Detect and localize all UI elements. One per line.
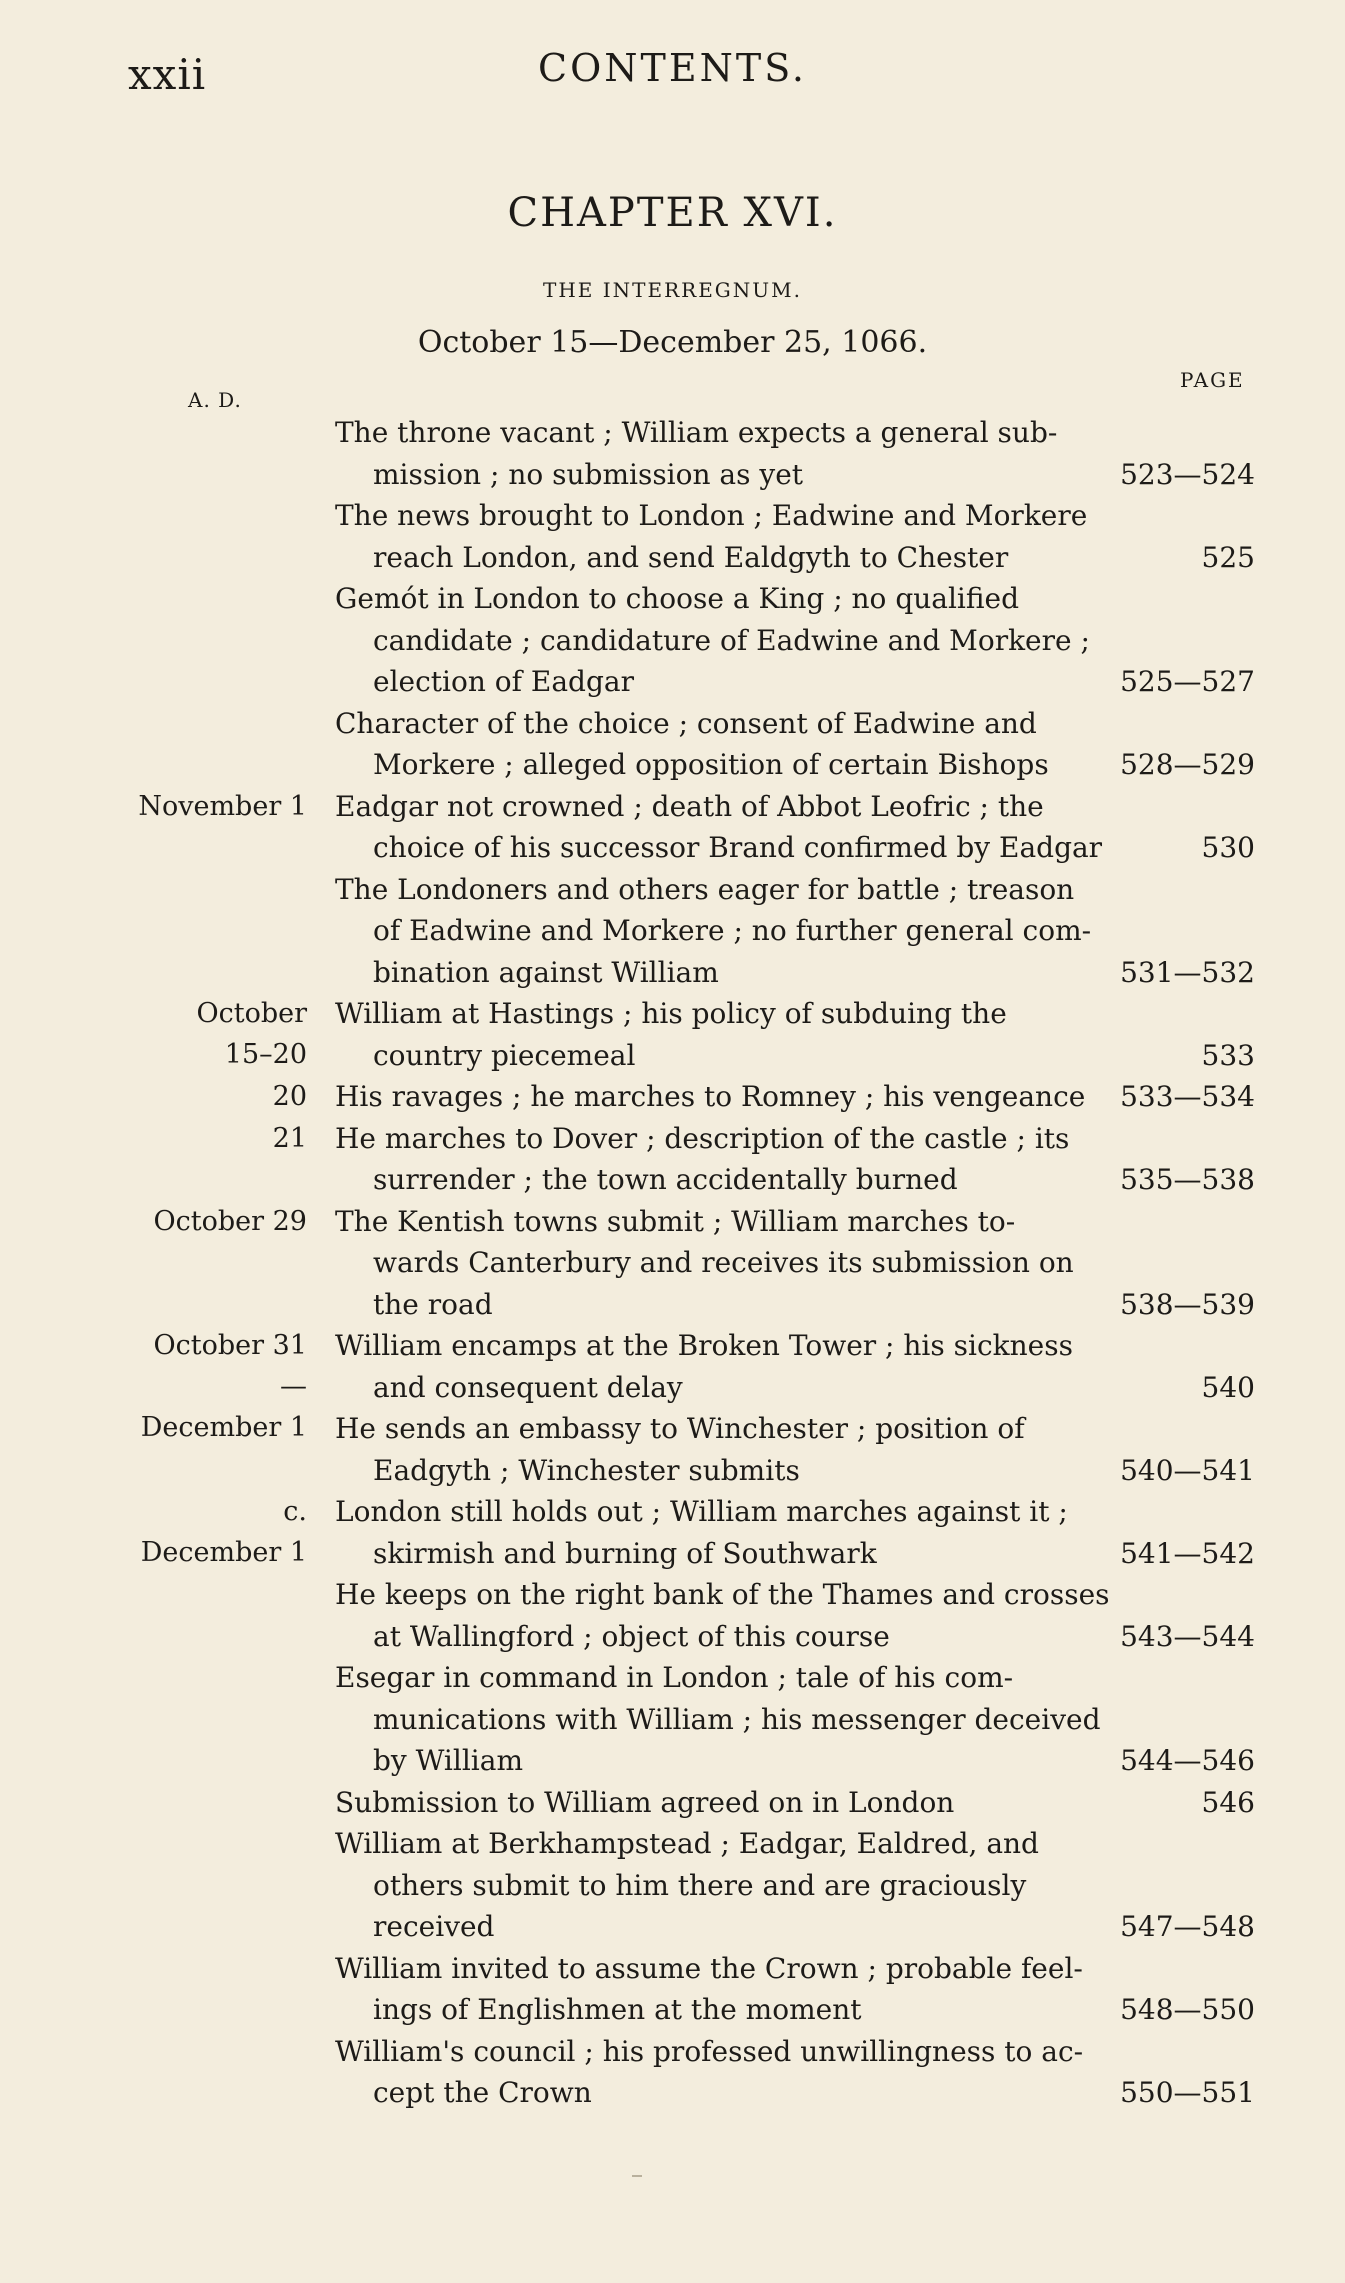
entry-line: William at Hastings ; his policy of subduing the	[335, 997, 1007, 1030]
chapter-date-range: October 15—December 25, 1066.	[417, 325, 928, 360]
entry-text	[335, 1325, 1085, 1408]
page-folio: xxii	[128, 50, 207, 99]
entry-line: others submit to him there and are graciously	[373, 1868, 1027, 1902]
entry-date: c. December 1	[140, 1496, 307, 1568]
entry-line: Gemót in London to choose a King ; no qualified	[335, 582, 1020, 615]
contents-entry	[0, 1076, 1345, 1118]
entry-page-range: 530	[1201, 831, 1255, 864]
entry-line: The news brought to London ; Eadwine and Morkere	[335, 499, 1088, 532]
entry-text	[335, 1823, 1085, 1948]
entry-text	[335, 495, 1088, 578]
contents-entry	[0, 1823, 1345, 1948]
entry-text	[335, 703, 1085, 786]
entry-page-range: 540—541	[1120, 1453, 1255, 1487]
chapter-heading: CHAPTER XVI.	[507, 190, 838, 236]
entry-text	[335, 1076, 1085, 1118]
entry-line: He sends an embassy to Winchester ; position of	[335, 1412, 1025, 1445]
entry-date: October 29	[153, 1205, 307, 1237]
entry-date: October 15–20	[196, 998, 307, 1070]
entry-line: election of Eadgar	[373, 665, 634, 698]
contents-entry	[0, 2031, 1345, 2114]
entry-text	[335, 1782, 1085, 1824]
entry-page-range: 541—542	[1120, 1536, 1255, 1570]
contents-entry	[0, 1408, 1345, 1491]
contents-entry	[0, 412, 1345, 495]
entry-page-range: 544—546	[1120, 1744, 1255, 1777]
entry-text	[335, 1657, 1101, 1782]
entry-text	[335, 993, 1085, 1076]
entry-line: Morkere ; alleged opposition of certain Bishops	[373, 748, 1049, 781]
contents-entry	[0, 993, 1345, 1076]
entry-line: by William	[373, 1744, 523, 1777]
entry-date: 21	[272, 1122, 307, 1154]
contents-entry	[0, 786, 1345, 869]
chapter-subtitle: THE INTERREGNUM.	[543, 278, 802, 302]
entry-line: William invited to assume the Crown ; probable feel-	[335, 1951, 1083, 1985]
contents-entry	[0, 869, 1345, 994]
entry-line: bination against William	[373, 955, 719, 989]
contents-entry	[0, 1118, 1345, 1201]
ad-column-label: A. D.	[188, 388, 242, 412]
entry-line: Eadgar not crowned ; death of Abbot Leofric ; the	[335, 789, 1044, 823]
entry-date: October 31— December 1	[140, 1330, 307, 1443]
entry-text	[335, 1408, 1085, 1491]
contents-entry	[0, 1201, 1345, 1326]
entry-line: He keeps on the right bank of the Thames and crosses	[335, 1578, 1110, 1611]
entry-line: The throne vacant ; William expects a general sub-	[335, 416, 1058, 449]
entry-line: received	[373, 1910, 495, 1943]
entry-line: Character of the choice ; consent of Eadwine and	[335, 706, 1037, 740]
entry-page-range: 546	[1201, 1785, 1255, 1819]
entry-text	[335, 1574, 1110, 1657]
entry-page-range: 538—539	[1120, 1287, 1255, 1321]
entry-page-range: 533—534	[1120, 1080, 1255, 1113]
entry-page-range: 528—529	[1120, 748, 1255, 781]
contents-entries	[0, 412, 1345, 2114]
entry-page-range: 531—532	[1120, 955, 1255, 989]
contents-entry	[0, 1574, 1345, 1657]
running-title: CONTENTS.	[538, 46, 807, 90]
entry-page-range: 525	[1201, 540, 1255, 574]
page-mark	[632, 2175, 642, 2177]
entry-page-range: 547—548	[1120, 1910, 1255, 1943]
entry-page-range: 525—527	[1120, 665, 1255, 698]
entry-line: and consequent delay	[373, 1370, 683, 1404]
entry-text	[335, 869, 1092, 994]
entry-line: country piecemeal	[373, 1038, 636, 1072]
contents-entry	[0, 578, 1345, 703]
contents-entry	[0, 1657, 1345, 1782]
contents-entry	[0, 495, 1345, 578]
entry-line: of Eadwine and Morkere ; no further general com-	[373, 914, 1092, 947]
entry-text	[335, 1201, 1085, 1326]
entry-line: He marches to Dover ; description of the castle ; its	[335, 1121, 1070, 1155]
entry-line: munications with William ; his messenger deceived	[373, 1702, 1101, 1736]
running-head	[0, 42, 1345, 102]
entry-line: Submission to William agreed on in London	[335, 1785, 955, 1819]
entry-line: William at Berkhampstead ; Eadgar, Ealdred, and	[335, 1827, 1039, 1860]
entry-page-range: 548—550	[1120, 1993, 1255, 2026]
entry-text	[335, 786, 1103, 869]
entry-line: cept the Crown	[373, 2076, 592, 2109]
entry-line: the road	[373, 1287, 493, 1321]
contents-entry	[0, 703, 1345, 786]
entry-line: reach London, and send Ealdgyth to Chester	[373, 540, 1009, 574]
entry-line: choice of his successor Brand confirmed by Eadgar	[373, 831, 1103, 864]
entry-text	[335, 412, 1085, 495]
entry-line: His ravages ; he marches to Romney ; his vengeance	[335, 1080, 1086, 1113]
entry-page-range: 540	[1201, 1370, 1255, 1404]
entry-line: The Kentish towns submit ; William marches to-	[335, 1204, 1016, 1238]
entry-page-range: 543—544	[1120, 1619, 1255, 1653]
entry-text	[335, 1948, 1085, 2031]
entry-line: Eadgyth ; Winchester submits	[373, 1453, 800, 1487]
entry-date: 20	[272, 1081, 307, 1112]
contents-entry	[0, 1782, 1345, 1824]
entry-text	[335, 578, 1090, 703]
contents-entry	[0, 1491, 1345, 1574]
entry-line: The Londoners and others eager for battle ; treason	[335, 872, 1075, 906]
entry-date: November 1	[138, 790, 307, 822]
entry-page-range: 550—551	[1120, 2076, 1255, 2109]
entry-line: William's council ; his professed unwillingness to ac-	[335, 2034, 1084, 2068]
entry-line: William encamps at the Broken Tower ; his sickness	[335, 1329, 1073, 1362]
entry-page-range: 533	[1201, 1038, 1255, 1072]
entry-line: at Wallingford ; object of this course	[373, 1619, 890, 1653]
entry-line: surrender ; the town accidentally burned	[373, 1163, 958, 1196]
entry-line: mission ; no submission as yet	[373, 457, 804, 491]
entry-text	[335, 1491, 1085, 1574]
entry-line: London still holds out ; William marches against it ;	[335, 1495, 1068, 1528]
entry-line: skirmish and burning of Southwark	[373, 1536, 877, 1570]
entry-page-range: 523—524	[1120, 457, 1255, 491]
entry-page-range: 535—538	[1120, 1163, 1255, 1196]
page-column-label: PAGE	[1180, 368, 1245, 392]
entry-text	[335, 2031, 1085, 2114]
entry-text	[335, 1118, 1085, 1201]
entry-line: ings of Englishmen at the moment	[373, 1993, 862, 2026]
entry-line: Esegar in command in London ; tale of his com-	[335, 1661, 1014, 1694]
entry-line: candidate ; candidature of Eadwine and Morkere ;	[373, 623, 1090, 657]
entry-line: wards Canterbury and receives its submission on	[373, 1246, 1074, 1279]
contents-entry	[0, 1948, 1345, 2031]
